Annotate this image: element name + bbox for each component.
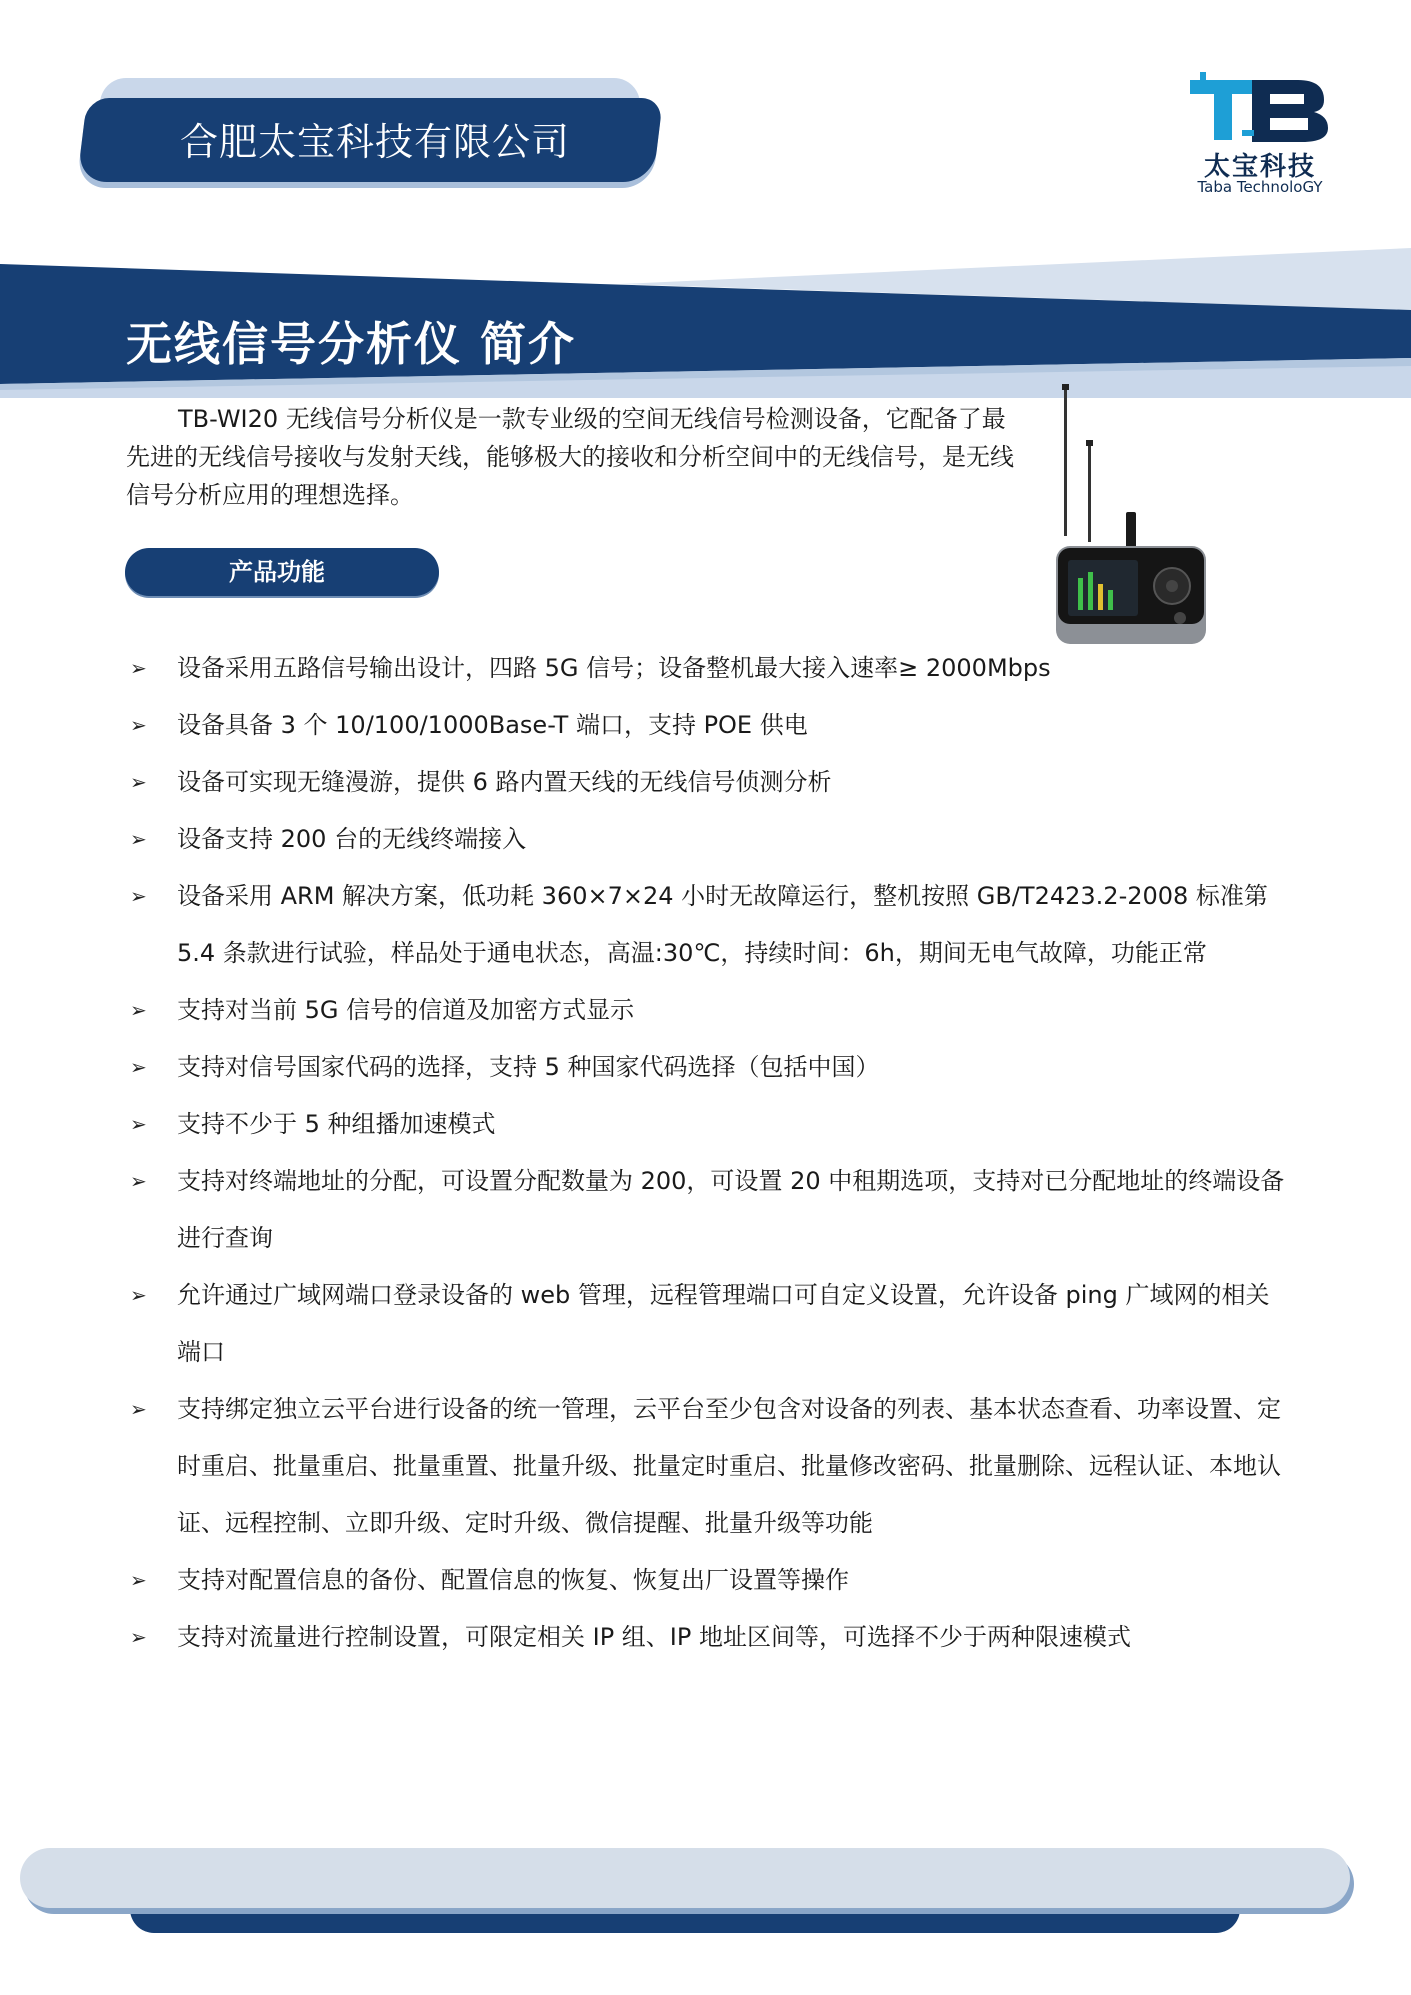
feature-text: 设备采用五路信号输出设计，四路 5G 信号；设备整机最大接入速率≥ 2000Mbps — [177, 654, 1051, 682]
arrow-bullet-icon: ➢ — [130, 1169, 147, 1193]
feature-text: 支持对终端地址的分配，可设置分配数量为 200，可设置 20 中租期选项，支持对已分配地址的终端设备进行查询 — [177, 1167, 1285, 1252]
feature-item — [130, 754, 1290, 811]
feature-item — [130, 982, 1290, 1039]
feature-text: 支持不少于 5 种组播加速模式 — [177, 1110, 496, 1138]
feature-item — [130, 1609, 1290, 1666]
intro-paragraph: TB-WI20 无线信号分析仪是一款专业级的空间无线信号检测设备，它配备了最先进的无线信号接收与发射天线，能够极大的接收和分析空间中的无线信号，是无线信号分析应用的理想选择。 — [126, 405, 1014, 509]
feature-text: 支持对当前 5G 信号的信道及加密方式显示 — [177, 996, 635, 1024]
feature-text: 支持对流量进行控制设置，可限定相关 IP 组、IP 地址区间等，可选择不少于两种限速模式 — [177, 1623, 1131, 1651]
feature-item — [130, 1096, 1290, 1153]
footer-bar-dark — [130, 1905, 1240, 1933]
arrow-bullet-icon: ➢ — [130, 1568, 147, 1592]
feature-text: 允许通过广域网端口登录设备的 web 管理，远程管理端口可自定义设置，允许设备 ping 广域网的相关端口 — [177, 1281, 1270, 1366]
company-name: 合肥太宝科技有限公司 — [180, 120, 571, 164]
footer-bar — [20, 1848, 1350, 1908]
arrow-bullet-icon: ➢ — [130, 656, 147, 680]
feature-item — [130, 868, 1290, 982]
arrow-bullet-icon: ➢ — [130, 827, 147, 851]
feature-item — [130, 697, 1290, 754]
feature-item — [130, 1039, 1290, 1096]
feature-item — [130, 1153, 1290, 1267]
feature-item — [130, 1381, 1290, 1552]
arrow-bullet-icon: ➢ — [130, 1625, 147, 1649]
feature-text: 支持对配置信息的备份、配置信息的恢复、恢复出厂设置等操作 — [177, 1566, 849, 1594]
company-logo — [1190, 66, 1330, 201]
feature-text: 设备具备 3 个 10/100/1000Base-T 端口，支持 POE 供电 — [177, 711, 808, 739]
feature-item — [130, 1267, 1290, 1381]
arrow-bullet-icon: ➢ — [130, 998, 147, 1022]
arrow-bullet-icon: ➢ — [130, 1055, 147, 1079]
arrow-bullet-icon: ➢ — [130, 1397, 147, 1421]
arrow-bullet-icon: ➢ — [130, 1112, 147, 1136]
feature-item — [130, 640, 1290, 697]
arrow-bullet-icon: ➢ — [130, 713, 147, 737]
logo-chinese-name: 太宝科技 — [1203, 152, 1316, 182]
feature-text: 支持对信号国家代码的选择，支持 5 种国家代码选择（包括中国） — [177, 1053, 880, 1081]
page-title: 无线信号分析仪 简介 — [126, 317, 577, 371]
tb-logo-icon — [1190, 66, 1330, 146]
logo-english-name: Taba TechnoloGY — [1197, 178, 1323, 196]
feature-text: 设备支持 200 台的无线终端接入 — [177, 825, 527, 853]
feature-text: 设备可实现无缝漫游，提供 6 路内置天线的无线信号侦测分析 — [177, 768, 832, 796]
arrow-bullet-icon: ➢ — [130, 770, 147, 794]
section-label: 产品功能 — [229, 558, 325, 586]
feature-list — [130, 640, 1290, 1666]
feature-item — [130, 1552, 1290, 1609]
feature-text: 设备采用 ARM 解决方案，低功耗 360×7×24 小时无故障运行，整机按照 GB/T2423.2-2008 标准第 5.4 条款进行试验，样品处于通电状态，高温:30℃，持续时间：6h，期间无电气故障，功能正常 — [177, 882, 1268, 967]
device-image — [1050, 382, 1215, 652]
arrow-bullet-icon: ➢ — [130, 1283, 147, 1307]
feature-text: 支持绑定独立云平台进行设备的统一管理，云平台至少包含对设备的列表、基本状态查看、功率设置、定时重启、批量重启、批量重置、批量升级、批量定时重启、批量修改密码、批量删除、远程认证、本地认证、远程控制、立即升级、定时升级、微信提醒、批量升级等功能 — [177, 1395, 1281, 1537]
feature-item — [130, 811, 1290, 868]
arrow-bullet-icon: ➢ — [130, 884, 147, 908]
